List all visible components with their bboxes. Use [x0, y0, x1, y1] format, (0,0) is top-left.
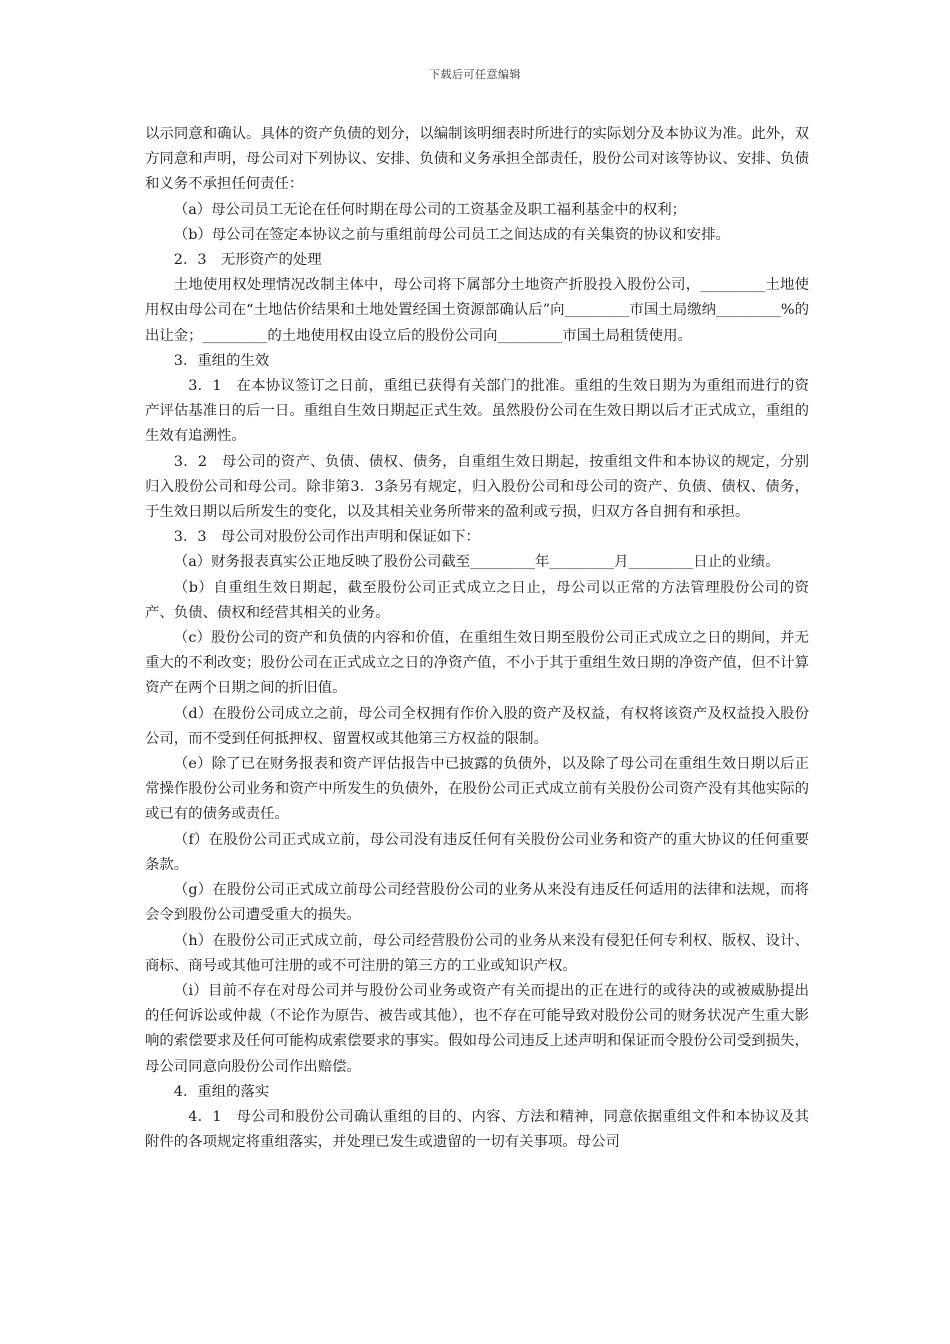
clause: 3．3 母公司对股份公司作出声明和保证如下： [173, 529, 480, 546]
clause: 4．1 母公司和股份公司确认重组的目的、内容、方法和精神，同意依据重组文件和本协议及其附件的各项规定将重组落实，并处理已发生或遗留的一切有关事项。母公司 [145, 1108, 809, 1151]
document-body [145, 122, 809, 1155]
page-header: 下载后可任意编辑 [429, 68, 521, 81]
section-heading: 4．重组的落实 [173, 1083, 270, 1100]
list-item: （a）母公司员工无论在任何时期在母公司的工资基金及职工福利基金中的权利； [173, 201, 687, 218]
paragraph: 土地使用权处理情况改制主体中，母公司将下属部分土地资产折股投入股份公司，_________土地使用权由母公司在“土地估价结果和土地处置经国土资源部确认后”向_________市国土局缴纳_________%的出让金；_________的土地使用权由设立后的股份公司向_________市国土局租赁使用。 [145, 277, 809, 344]
list-item: （b）自重组生效日期起，截至股份公司正式成立之日止，母公司以正常的方法管理股份公司的资产、负债、债权和经营其相关的业务。 [145, 579, 809, 621]
list-item: （h）在股份公司正式成立前，母公司经营股份公司的业务从来没有侵犯任何专利权、版权、设计、商标、商号或其他可注册的或不可注册的第三方的工业或知识产权。 [145, 932, 809, 974]
list-item: （i）目前不存在对母公司并与股份公司业务或资产有关而提出的正在进行的或待决的或被威胁提出的任何诉讼或仲裁（不论作为原告、被告或其他），也不存在可能导致对股份公司的财务状况产生重大影响的索偿要求及任何可能构成索偿要求的事实。假如母公司违反上述声明和保证而令股份公司受到损失，母公司同意向股份公司作出赔偿。 [145, 982, 809, 1075]
clause: 3．1 在本协议签订之日前，重组已获得有关部门的批准。重组的生效日期为为重组而进行的资产评估基准日的后一日。重组自生效日期起正式生效。虽然股份公司在生效日期以后才正式成立，重组的生效有追溯性。 [145, 378, 809, 445]
list-item: （e）除了已在财务报表和资产评估报告中已披露的负债外，以及除了母公司在重组生效日期以后正常操作股份公司业务和资产中所发生的负债外，在股份公司正式成立前有关股份公司资产没有其他实际的或已有的债务或责任。 [145, 756, 809, 823]
clause: 3．2 母公司的资产、负债、债权、债务，自重组生效日期起，按重组文件和本协议的规定，分别归入股份公司和母公司。除非第3．3条另有规定，归入股份公司和母公司的资产、负债、债权、债务，于生效日期以后所发生的变化，以及其相关业务所带来的盈利或亏损，归双方各自拥有和承担。 [145, 453, 809, 521]
section-heading: 3．重组的生效 [173, 352, 270, 369]
list-item: （f）在股份公司正式成立前，母公司没有违反任何有关股份公司业务和资产的重大协议的任何重要条款。 [145, 831, 809, 873]
list-item: （c）股份公司的资产和负债的内容和价值，在重组生效日期至股份公司正式成立之日的期间，并无重大的不利改变；股份公司在正式成立之日的净资产值，不小于其于重组生效日期的净资产值，但不计算资产在两个日期之间的折旧值。 [145, 630, 809, 697]
list-item: （d）在股份公司成立之前，母公司全权拥有作价入股的资产及权益，有权将该资产及权益投入股份公司，而不受到任何抵押权、留置权或其他第三方权益的限制。 [145, 705, 809, 747]
paragraph: 以示同意和确认。具体的资产负债的划分，以编制该明细表时所进行的实际划分及本协议为准。此外，双方同意和声明，母公司对下列协议、安排、负债和义务承担全部责任，股份公司对该等协议、安排、负债和义务不承担任何责任： [145, 126, 809, 193]
list-item: （b）母公司在签定本协议之前与重组前母公司员工之间达成的有关集资的协议和安排。 [173, 226, 730, 243]
list-item: （g）在股份公司正式成立前母公司经营股份公司的业务从来没有违反任何适用的法律和法规，而将会令到股份公司遭受重大的损失。 [145, 882, 809, 924]
section-heading: 2．3 无形资产的处理 [173, 252, 322, 269]
list-item: （a）财务报表真实公正地反映了股份公司截至_________年_________月_________日止的业绩。 [173, 554, 780, 571]
